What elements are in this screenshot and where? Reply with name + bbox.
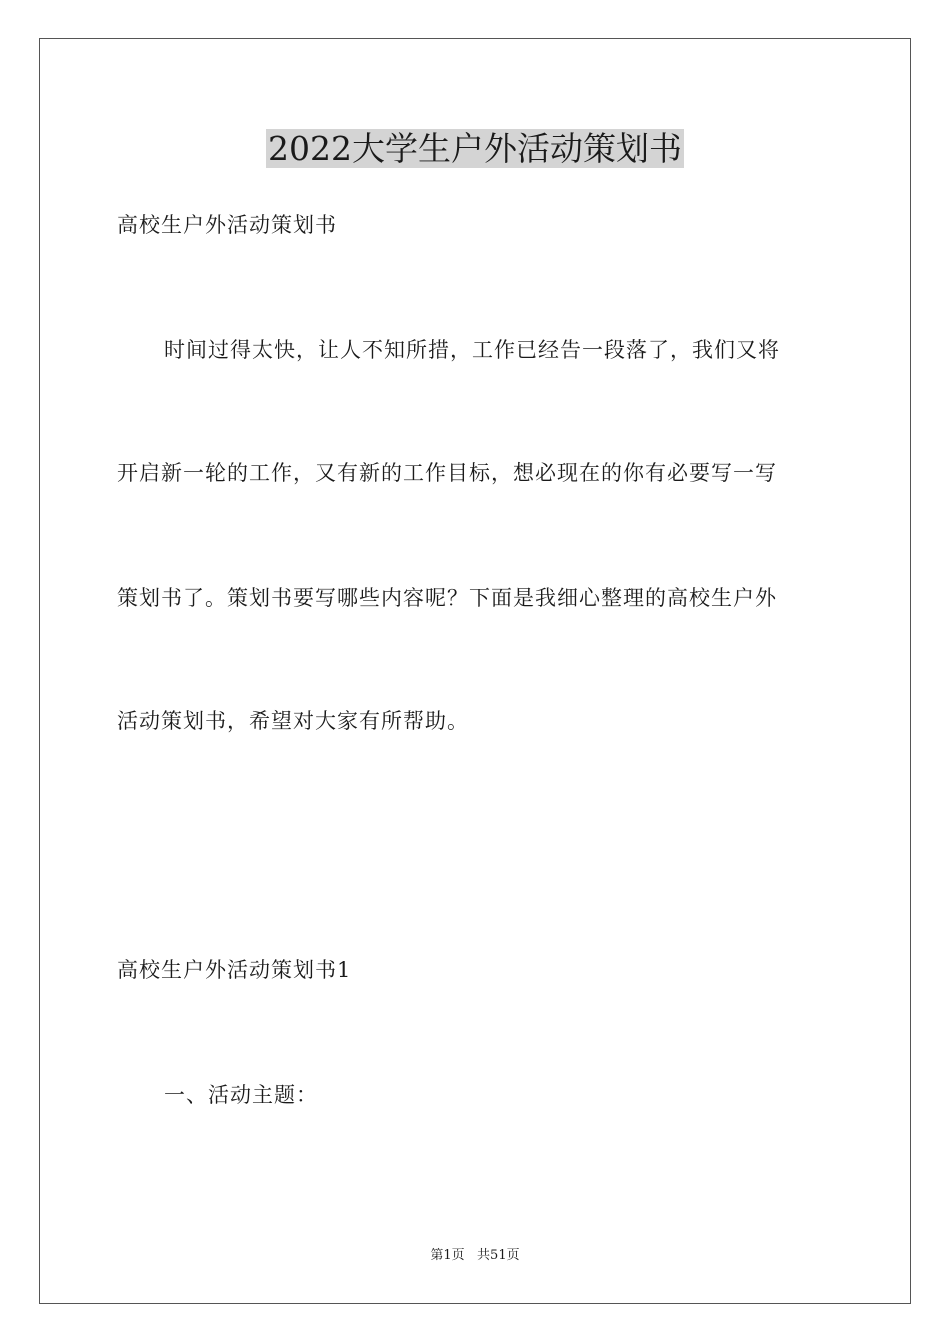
- paragraph-line: 开启新一轮的工作，又有新的工作目标，想必现在的你有必要写一写: [117, 461, 777, 485]
- document-title-text: 2022大学生户外活动策划书: [268, 129, 682, 168]
- paragraph-line: 活动策划书，希望对大家有所帮助。: [117, 709, 469, 733]
- page-footer: 第1页 共51页: [430, 1248, 520, 1263]
- subsection-heading: 一、活动主题：: [164, 1083, 318, 1107]
- section-heading: 高校生户外活动策划书1: [117, 958, 352, 982]
- document-title: [0, 126, 950, 172]
- paragraph-line: 策划书了。策划书要写哪些内容呢？下面是我细心整理的高校生户外: [117, 586, 777, 610]
- paragraph-line: 时间过得太快，让人不知所措，工作已经告一段落了，我们又将: [164, 338, 780, 362]
- document-subtitle: 高校生户外活动策划书: [117, 213, 337, 237]
